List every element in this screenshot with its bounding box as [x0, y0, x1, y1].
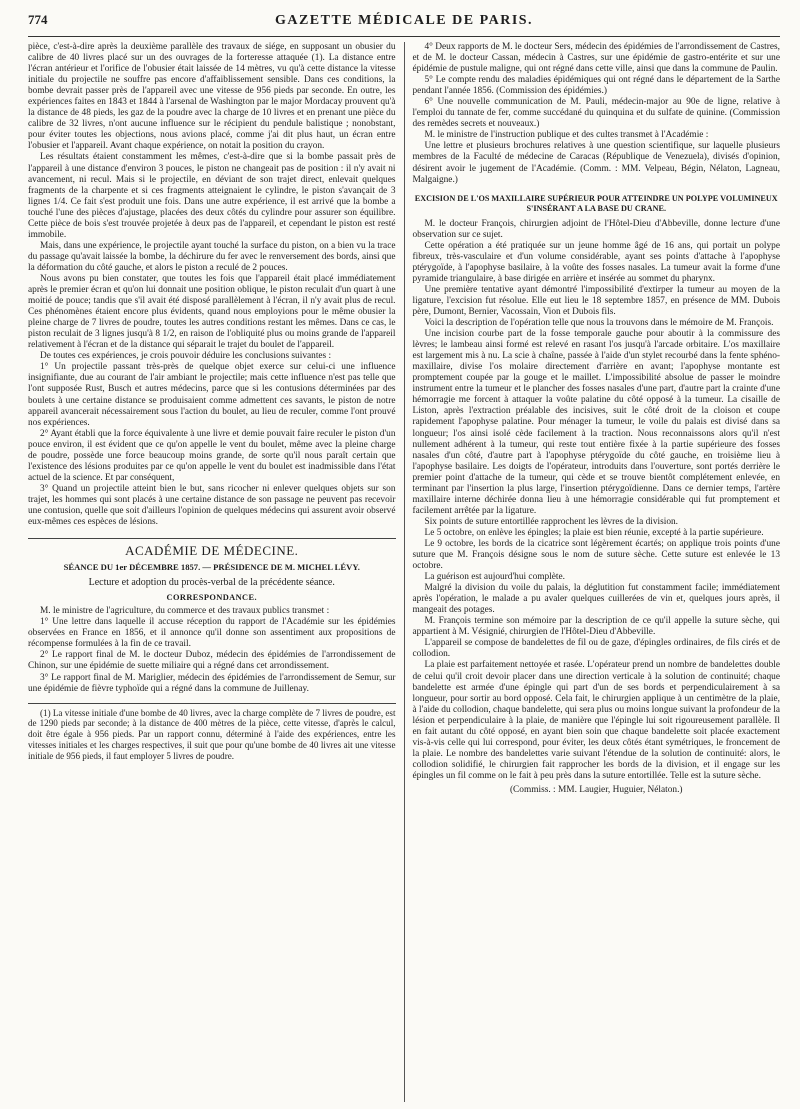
paragraph: La plaie est parfaitement nettoyée et rasée. L'opérateur prend un nombre de bandelettes double de celui qu'il croit devoir placer dans une direction verticale à la solution de continuité; chaque bandelette est armée d'une épingle qui part d'un de ses bords et perpendiculairement à sa longueur, pour sortir au bord opposé. Cela fait, le chirurgien applique à un centimètre de la plaie, à l'aide du collodion, chaque bandelette, qui sera plus ou moins longue suivant la profondeur de la lésion et perpendiculaire à la plaie, de manière que l'épingle lui soit rigoureusement parallèle. Il en fait autant du côté opposé, en ayant bien soin que chaque bandelette soit placée exactement vis-à-vis celle qui lui correspond, pour éviter, les deux côtés étant symétriques, le froncement de la plaie. Le nombre des bandelettes varie suivant l'étendue de la solution de continuité: alors, le collodion solidifié, le chirurgien fait rapprocher les bords de la division, et il engage sur les épingles un fil comme on le fait à peu près dans la suture entortillée. Telle est la suture sèche.: [412, 660, 780, 781]
paragraph: 4° Deux rapports de M. le docteur Sers, médecin des épidémies de l'arrondissement de Castres, et de M. le docteur Cassan, médecin à Castres, sur une épidémie de gastro-entérite et sur une épidémie de pustule maligne, qui ont régné dans cette ville, ainsi que dans la commune de Paulin.: [412, 42, 780, 75]
article-columns: [28, 42, 780, 1102]
page-number: 774: [28, 12, 48, 27]
paragraph: Mais, dans une expérience, le projectile ayant touché la surface du piston, on a bien vu la trace du passage qu'avait laissée la bombe, la déchirure du fer avec le renversement des bords, ainsi que la déformation du côté gauche, et alors le piston a reculé de 2 pouces.: [28, 240, 396, 273]
paragraph: Une première tentative ayant démontré l'impossibilité d'extirper la tumeur au moyen de la ligature, l'excision fut résolue. Elle eut lieu le 18 septembre 1857, en présence de MM. Dubois père, Dumont, Bernier, Vacossain, Vion et Dubois fils.: [412, 284, 780, 317]
footnote: (1) La vitesse initiale d'une bombe de 40 livres, avec la charge complète de 7 livres de poudre, est de 1290 pieds par seconde; à la distance de 400 mètres de la pièce, cette vitesse, d'après le calcul, doit être égale à 956 pieds. Par un rapport connu, déterminé à l'aide des expériences, entre les vitesses initiales et les charges respectives, il suit que pour qu'une bombe de 40 livres ait une vitesse initiale de 956 pieds, il faut employer 5 livres de poudre.: [28, 707, 396, 761]
paragraph: Une incision courbe part de la fosse temporale gauche pour aboutir à la commissure des lèvres; le lambeau ainsi formé est relevé en rasant l'os jusqu'à l'arcade orbitaire. L'os maxillaire est largement mis à nu. La scie à chaîne, passée à l'aide d'un stylet recourbé dans la fente sphéno-maxillaire, divise l'os molaire directement d'arrière en avant; l'apophyse montante est promptement coupée par la gouge et le maillet. L'impossibilité absolue de passer le moindre instrument entre la tumeur et le plancher des fosses nasales d'une part, d'autre part la crainte d'une hémorragie me forcent à attaquer la voûte palatine du côté opposé à la tumeur. La cisaille de Liston, après l'extraction préalable des incisives, suit le côté droit de la cloison et coupe rapidement l'apophyse palatine. Pour ménager la tumeur, le voile du palais est divisé dans sa longueur; l'os ainsi isolé cède facilement à la traction. Nous reconnaissons alors qu'il n'est nullement adhérent à la tumeur, qui reste tout entière fixée à la partie supérieure des fosses nasales d'un côté, d'autre part à l'apophyse ptérygoïde du côté gauche, en troisième lieu à l'apophyse basilaire. Les doigts de l'opérateur, introduits dans l'ouverture, sont portés derrière le premier point d'attache de la tumeur, qui cède et se trouve bientôt complétement enlevée, en terminant par l'insertion la plus large, l'insertion ptérygoïdienne. Dans ce dernier temps, l'artère maxillaire interne déchirée donna lieu à une hémorragie considérable qui fut promptement et facilement arrêtée par la ligature.: [412, 329, 780, 516]
left-column: [28, 42, 404, 1102]
paragraph: La guérison est aujourd'hui complète.: [424, 572, 566, 583]
paragraph: M. le ministre de l'agriculture, du commerce et des travaux publics transmet :: [40, 606, 330, 617]
paragraph: 3° Le rapport final de M. Mariglier, médecin des épidémies de l'arrondissement de Semur, sur une épidémie de fièvre typhoïde qui a régné dans la commune de Juillenay.: [28, 672, 396, 694]
paragraph: Nous avons pu bien constater, que toutes les fois que l'appareil était placé immédiatement après le premier écran et qu'on lui donnait une position oblique, le piston reculait d'un quart à une moitié de pouce; tandis que s'il avait été disposé parallèlement à l'écran, il n'y avait plus de recul. Ces phénomènes étaient encore plus évidents, quand nous employions pour le même obusier la pleine charge de 7 livres de poudre, toutes les autres conditions restant les mêmes. Dans ce cas, le piston reculait de 3 lignes jusqu'à 8 1/2, en raison de l'obliquité plus ou moins grande de l'appareil relativement à l'écran et de la distance qui séparait le trajet du boulet de l'appareil.: [28, 273, 396, 351]
paragraph: 5° Le compte rendu des maladies épidémiques qui ont régné dans le département de la Sarthe pendant l'année 1856. (Commission des épidémies.): [412, 75, 780, 97]
seance-heading: SÉANCE DU 1er DÉCEMBRE 1857. — PRÉSIDENCE DE M. MICHEL LÉVY.: [63, 562, 360, 573]
paragraph: M. François termine son mémoire par la description de ce qu'il appelle la suture sèche, qui appartient à M. Vésignié, chirurgien de l'Hôtel-Dieu d'Abbeville.: [412, 616, 780, 638]
paragraph: 6° Une nouvelle communication de M. Pauli, médecin-major au 90e de ligne, relative à l'emploi du tannate de fer, comme succédané du quinquina et du sulfate de quinine. (Commission des remèdes secrets et nouveaux.): [412, 97, 780, 130]
paragraph: Une lettre et plusieurs brochures relatives à une question scientifique, sur laquelle plusieurs membres de la Faculté de médecine de Caracas (République de Venezuela), divisés d'opinion, désirent avoir le jugement de l'Académie. (Comm. : MM. Velpeau, Bégin, Nélaton, Lagneau, Malgaigne.): [412, 141, 780, 185]
paragraph: L'appareil se compose de bandelettes de fil ou de gaze, d'épingles ordinaires, de fils cirés et de collodion.: [412, 638, 780, 660]
page-header: [28, 12, 780, 37]
newspaper-page: [28, 12, 780, 1102]
paragraph: Le 5 octobre, on enlève les épingles; la plaie est bien réunie, excepté à la partie supérieure.: [424, 527, 764, 538]
journal-title: GAZETTE MÉDICALE DE PARIS.: [274, 13, 534, 28]
commission-line: (Commiss. : MM. Laugier, Huguier, Nélaton.): [509, 785, 683, 795]
paragraph: 2° Ayant établi que la force équivalente à une livre et demie pouvait faire reculer le piston d'un pouce environ, il est évident que ce qu'on appelle le vent du boulet, même avec la pleine charge de poudre, possède une force beaucoup moins grande, de sorte qu'il nous paraît certain que l'existence des lésions produites par ce qu'on appelle le vent du boulet est inadmissible dans l'état actuel de la science. Et par conséquent,: [28, 428, 396, 483]
paragraph: Le 9 octobre, les bords de la cicatrice sont légèrement écartés; on applique trois points d'une suture que M. François désigne sous le nom de suture sèche. Cette suture est enlevée le 13 octobre.: [412, 538, 780, 572]
paragraph: M. le ministre de l'instruction publique et des cultes transmet à l'Académie :: [424, 130, 709, 141]
paragraph: 2° Le rapport final de M. le docteur Duboz, médecin des épidémies de l'arrondissement de Chinon, sur une épidémie de suette miliaire qui a régné dans cet arrondissement.: [28, 650, 396, 672]
paragraph: Malgré la division du voile du palais, la déglutition fut constamment facile; immédiatement après l'opération, le malade a pu avaler quelques cuillerées de vin et, quelques jours après, il mangeait des potages.: [412, 583, 780, 616]
paragraph: 1° Un projectile passant très-près de quelque objet exerce sur celui-ci une influence insignifiante, due au courant de l'air ambiant le projectile; mais cette influence n'est pas telle que l'ont supposée Rust, Busch et autres médecins, parce que si les contusions déterminées par des boulets à une certaine distance se produisaient comme admettent ces savants, le piston de notre appareil avancerait nécessairement sous l'action du boulet, au lieu de reculer, comme l'ont prouvé nos expériences.: [28, 362, 396, 428]
paragraph: Voici la description de l'opération telle que nous la trouvons dans le mémoire de M. François.: [424, 318, 774, 329]
right-column: [404, 42, 781, 1102]
article-title-excision: EXCISION DE L'OS MAXILLAIRE SUPÉRIEUR POUR ATTEINDRE UN POLYPE VOLUMINEUX S'INSÉRANT A LA BASE DU CRANE.: [414, 193, 778, 214]
correspondance-heading: CORRESPONDANCE.: [166, 593, 257, 603]
paragraph: Les résultats étaient constamment les mêmes, c'est-à-dire que si la bombe passait près de l'appareil à une distance d'environ 3 pouces, le piston ne changeait pas de position : il n'y avait ni avancement, ni recul. Mais si le projectile, en déviant de son trajet direct, enlevait quelques fragments de la charpente et si ces fragments atteignaient le cylindre, le piston s'avançait de 3 lignes 1/4. Ce fait s'est produit une fois. Dans une autre expérience, il est arrivé que la bombe a touché l'une des pièces d'ajustage, placées des deux côtés du cylindre pour assurer son équilibre. Cette pièce de bois s'est trouvée projetée à deux pas de l'appareil, et cependant le piston est resté immobile.: [28, 152, 396, 240]
paragraph: M. le docteur François, chirurgien adjoint de l'Hôtel-Dieu d'Abbeville, donne lecture d'une observation sur ce sujet.: [412, 218, 780, 240]
paragraph: 3° Quand un projectile atteint bien le but, sans ricocher ni enlever quelques objets sur son trajet, les hommes qui sont placés à une certaine distance de son passage ne peuvent pas recevoir une contusion, quelle que soit d'ailleurs l'opinion de quelques médecins qui assurent avoir observé eux-mêmes ces espèces de lésions.: [28, 483, 396, 528]
paragraph: pièce, c'est-à-dire après la deuxième parallèle des travaux de siége, en supposant un obusier du calibre de 40 livres placé sur un des ouvrages de la forteresse attaquée (1). La distance entre l'écran antérieur et l'orifice de l'obusier était laissée de 14 mètres, vu qu'à cette distance la vitesse initiale du projectile ne souffre pas encore d'affaiblissement sensible. Dans ces conditions, la bombe devrait passer près de l'appareil avec une vitesse de 956 pieds par seconde. En outre, les expériences faites en 1843 et 1844 à l'arsenal de Washington par le major Mordacay prouvent qu'à la distance de 48 pieds, les gaz de la poudre avec la charge de 10 livres et en prenant une pièce du calibre de 32 livres, n'ont aucune influence sur le récipient du pendule balistique ; nonobstant, pour éviter toutes les objections, nous avions placé, comme j'ai dit plus haut, un écran entre l'obusier et l'appareil. Avant chaque expérience, on notait la position du crayon.: [28, 42, 396, 152]
paragraph: 1° Une lettre dans laquelle il accuse réception du rapport de l'Académie sur les épidémies observées en France en 1856, et il annonce qu'il donne son assentiment aux propositions de récompense formulées à la fin de ce travail.: [28, 617, 396, 650]
paragraph: Cette opération a été pratiquée sur un jeune homme âgé de 16 ans, qui portait un polype fibreux, très-vasculaire et d'un volume considérable, ayant ses points d'attache à l'apophyse ptérygoïde, à l'apophyse basilaire, à la voûte des fosses nasales. La tumeur avait la forme d'une pyramide triangulaire, à base dirigée en arrière et insérée au sommet du pharynx.: [412, 240, 780, 284]
paragraph: De toutes ces expériences, je crois pouvoir déduire les conclusions suivantes :: [40, 351, 332, 362]
footnote-divider: [28, 703, 396, 704]
paragraph: Six points de suture entortillée rapprochent les lèvres de la division.: [424, 516, 679, 527]
section-title-academie: ACADÉMIE DE MÉDECINE.: [28, 538, 396, 556]
lecture-line: Lecture et adoption du procès-verbal de la précédente séance.: [88, 577, 335, 589]
